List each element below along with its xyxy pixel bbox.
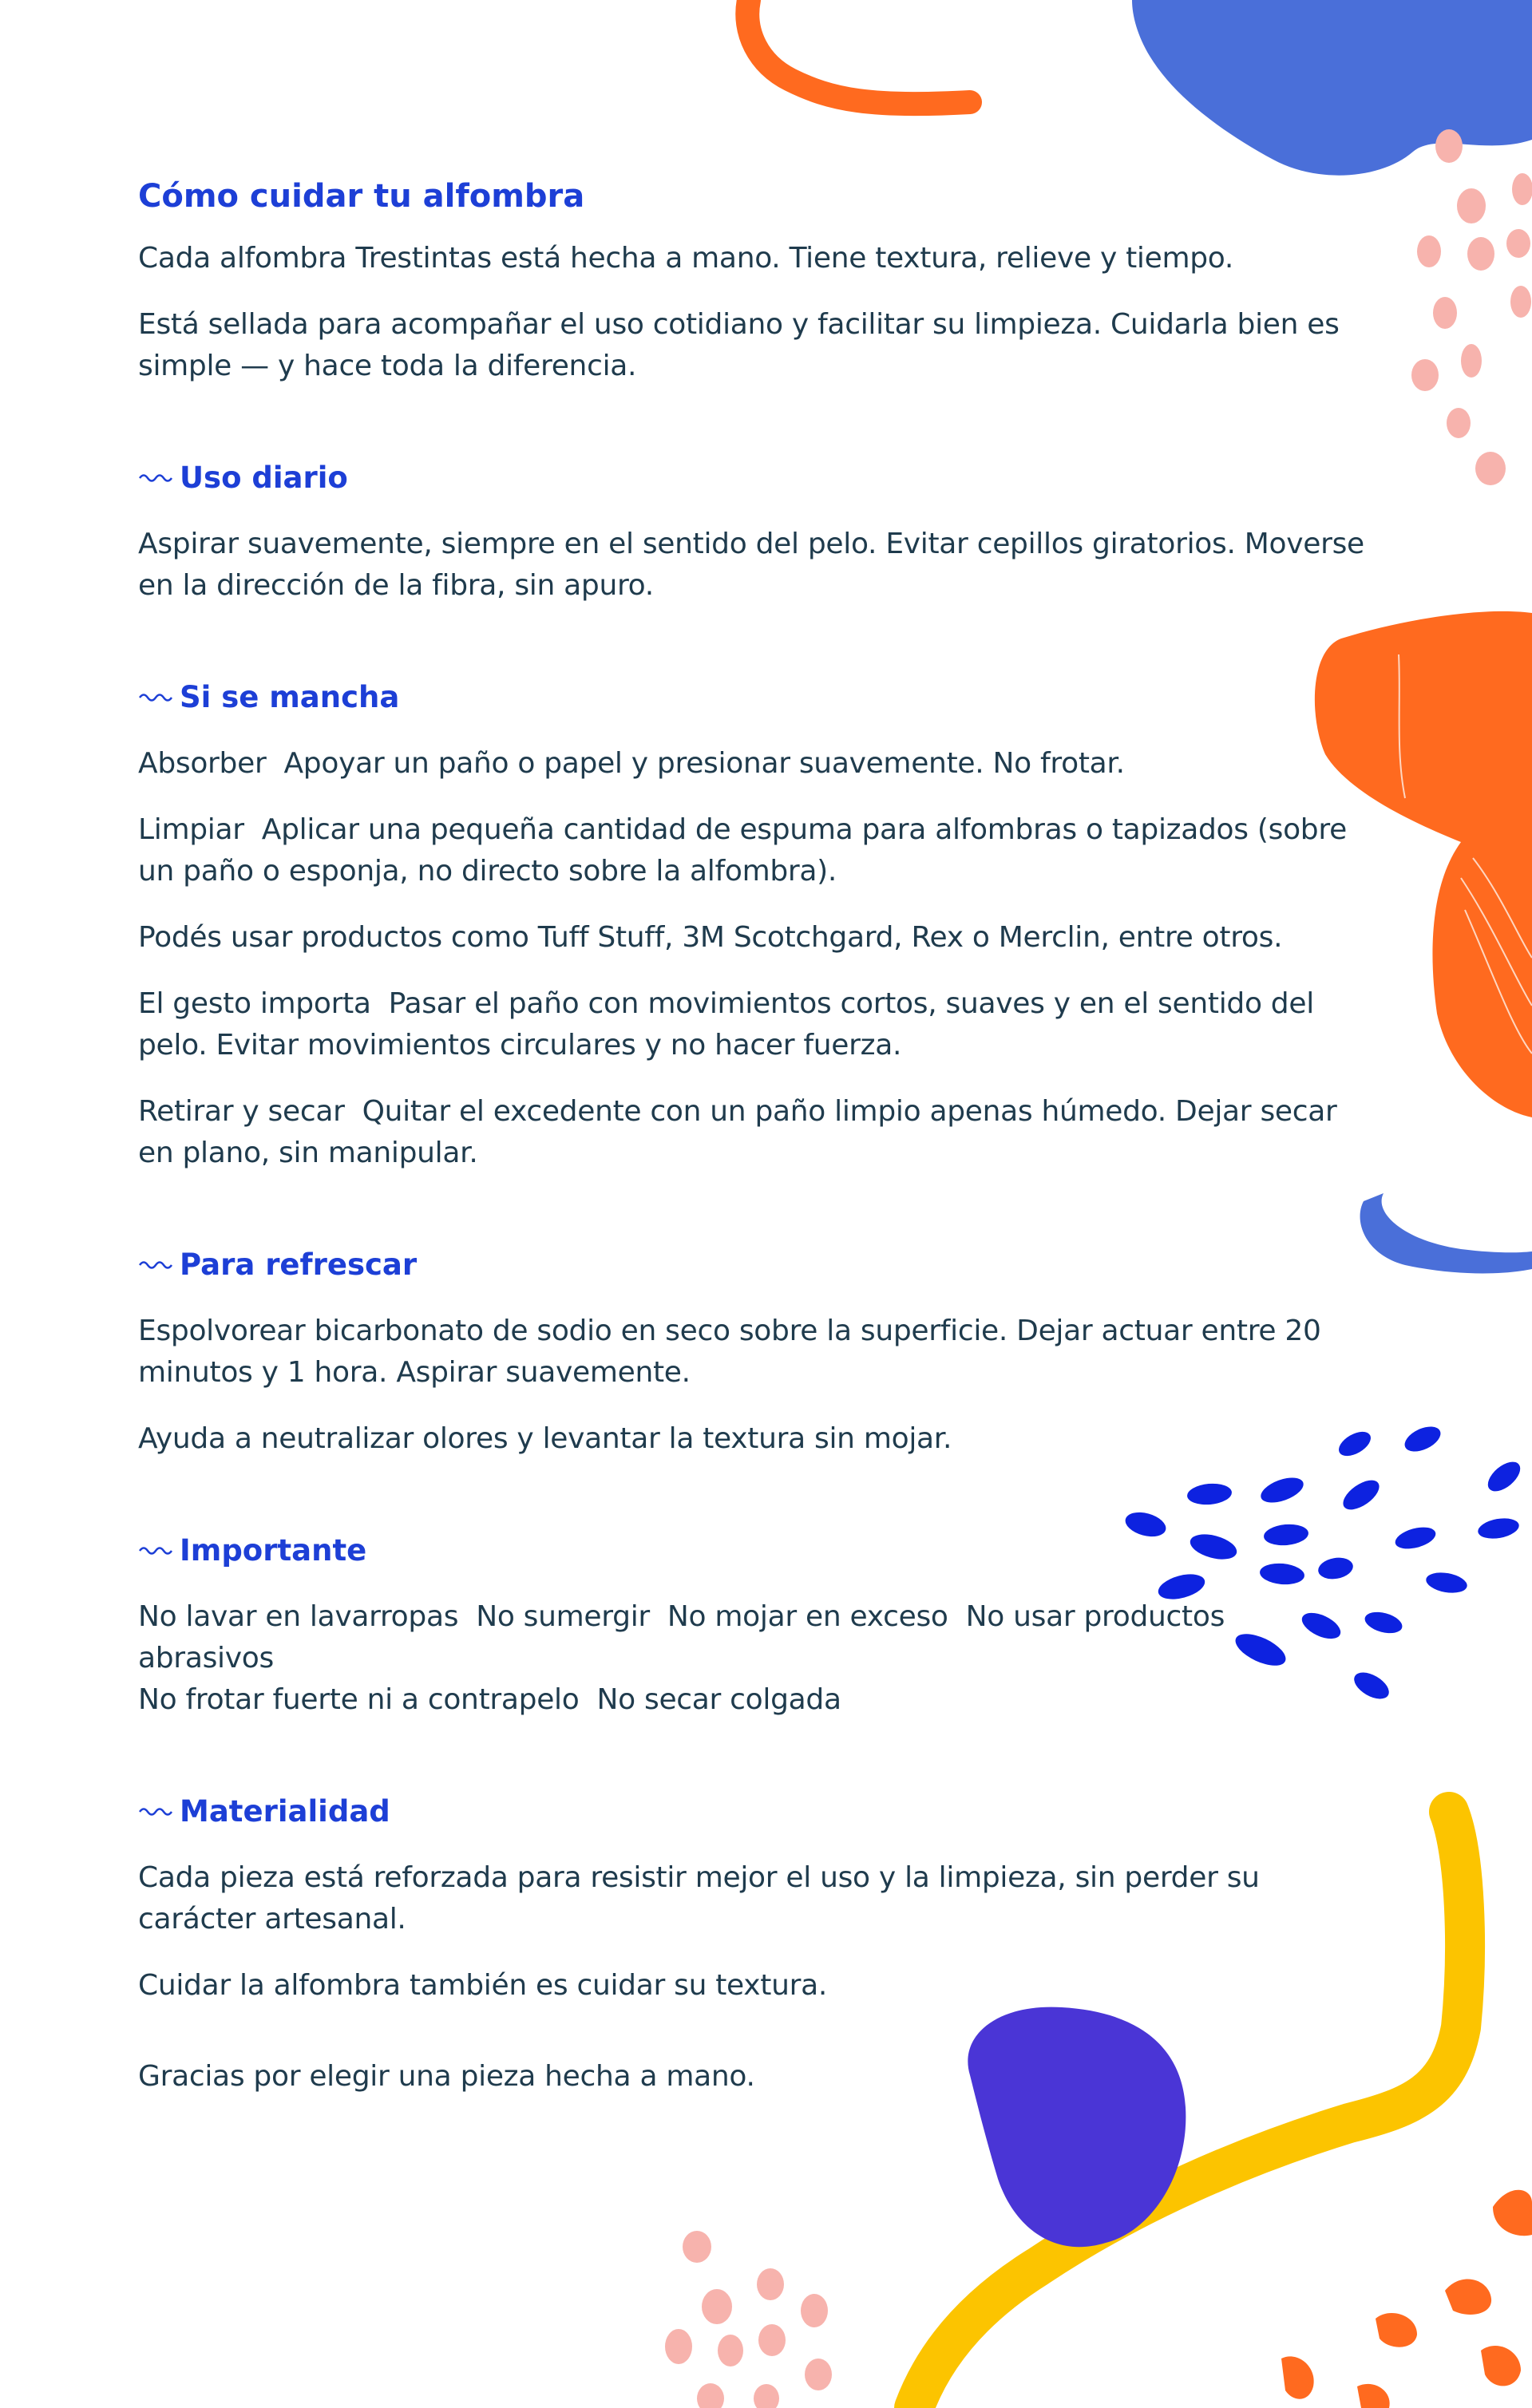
pink-dots-bottom [665, 2231, 832, 2408]
closing-note: Gracias por elegir una pieza hecha a mano. [138, 2060, 755, 2093]
section-paragraph: Ayuda a neutralizar olores y levantar la textura sin mojar. [138, 1422, 952, 1455]
stain-step [138, 809, 1368, 892]
section-heading-label: Uso diario [180, 461, 348, 495]
blue-blob-top-right [1132, 0, 1532, 176]
orange-shapes-bottom [1281, 2190, 1532, 2408]
stain-step-text: Aplicar una pequeña cantidad de espuma para alfombras o tapizados (sobre un paño o esponja, no directo sobre la alfombra). [138, 813, 1347, 888]
section-heading [138, 1791, 1368, 1833]
wave-icon [138, 470, 173, 486]
stain-step [138, 743, 1368, 785]
section-heading-label: Importante [180, 1533, 367, 1568]
warning-list [138, 1596, 1368, 1721]
section-uso-diario [138, 457, 1368, 607]
orange-stroke-top [747, 0, 970, 104]
intro-paragraph: Cada alfombra Trestintas está hecha a mano. Tiene textura, relieve y tiempo. [138, 242, 1234, 275]
section-importante [138, 1530, 1368, 1721]
intro-paragraph: Está sellada para acompañar el uso cotidiano y facilitar su limpieza. Cuidarla bien es simple — y hace toda la diferencia. [138, 308, 1340, 382]
section-heading-label: Materialidad [180, 1794, 390, 1829]
warning-item: No secar colgada [596, 1683, 841, 1716]
stain-step-label: Limpiar [138, 813, 244, 846]
section-heading-label: Para refrescar [180, 1247, 418, 1282]
section-heading [138, 1244, 1368, 1286]
section-heading-label: Si se mancha [180, 680, 400, 714]
warning-item: No frotar fuerte ni a contrapelo [138, 1683, 580, 1716]
warning-item: No sumergir [476, 1600, 650, 1633]
section-para-refrescar [138, 1244, 1368, 1460]
section-paragraph: Cuidar la alfombra también es cuidar su textura. [138, 1969, 828, 2002]
section-heading [138, 1530, 1368, 1572]
section-heading [138, 677, 1368, 718]
stain-step-label: Absorber [138, 747, 267, 780]
stain-step-text: Apoyar un paño o papel y presionar suavemente. No frotar. [283, 747, 1125, 780]
stain-step [138, 1091, 1368, 1174]
section-si-se-mancha [138, 677, 1368, 1174]
pink-dots-top-right [1411, 129, 1532, 485]
page-title: Cómo cuidar tu alfombra [138, 178, 585, 215]
section-heading [138, 457, 1368, 499]
stain-step-text: Quitar el excedente con un paño limpio apenas húmedo. Dejar secar en plano, sin manipular. [138, 1095, 1337, 1169]
wave-icon [138, 690, 173, 706]
warning-item: No lavar en lavarropas [138, 1600, 459, 1633]
stain-step [138, 983, 1368, 1066]
warning-item: No usar productos abrasivos [138, 1600, 1225, 1675]
stain-step-label: El gesto importa [138, 987, 371, 1020]
care-guide [138, 177, 1368, 2122]
stain-step-label: Retirar y secar [138, 1095, 345, 1128]
section-materialidad [138, 1791, 1368, 2007]
wave-icon [138, 1257, 173, 1273]
section-paragraph: Cada pieza está reforzada para resistir mejor el uso y la limpieza, sin perder su carácter artesanal. [138, 1861, 1260, 1935]
blue-stroke-right [1360, 1193, 1532, 1273]
section-paragraph: Aspirar suavemente, siempre en el sentido del pelo. Evitar cepillos giratorios. Moverse en la dirección de la fibra, sin apuro. [138, 528, 1364, 602]
warning-item: No mojar en exceso [667, 1600, 948, 1633]
section-paragraph: Espolvorear bicarbonato de sodio en seco sobre la superficie. Dejar actuar entre 20 minutos y 1 hora. Aspirar suavemente. [138, 1315, 1321, 1389]
stain-note: Podés usar productos como Tuff Stuff, 3M Scotchgard, Rex o Merclin, entre otros. [138, 921, 1283, 954]
stain-step-text: Pasar el paño con movimientos cortos, suaves y en el sentido del pelo. Evitar movimientos circulares y no hacer fuerza. [138, 987, 1314, 1062]
wave-icon [138, 1804, 173, 1820]
wave-icon [138, 1543, 173, 1559]
